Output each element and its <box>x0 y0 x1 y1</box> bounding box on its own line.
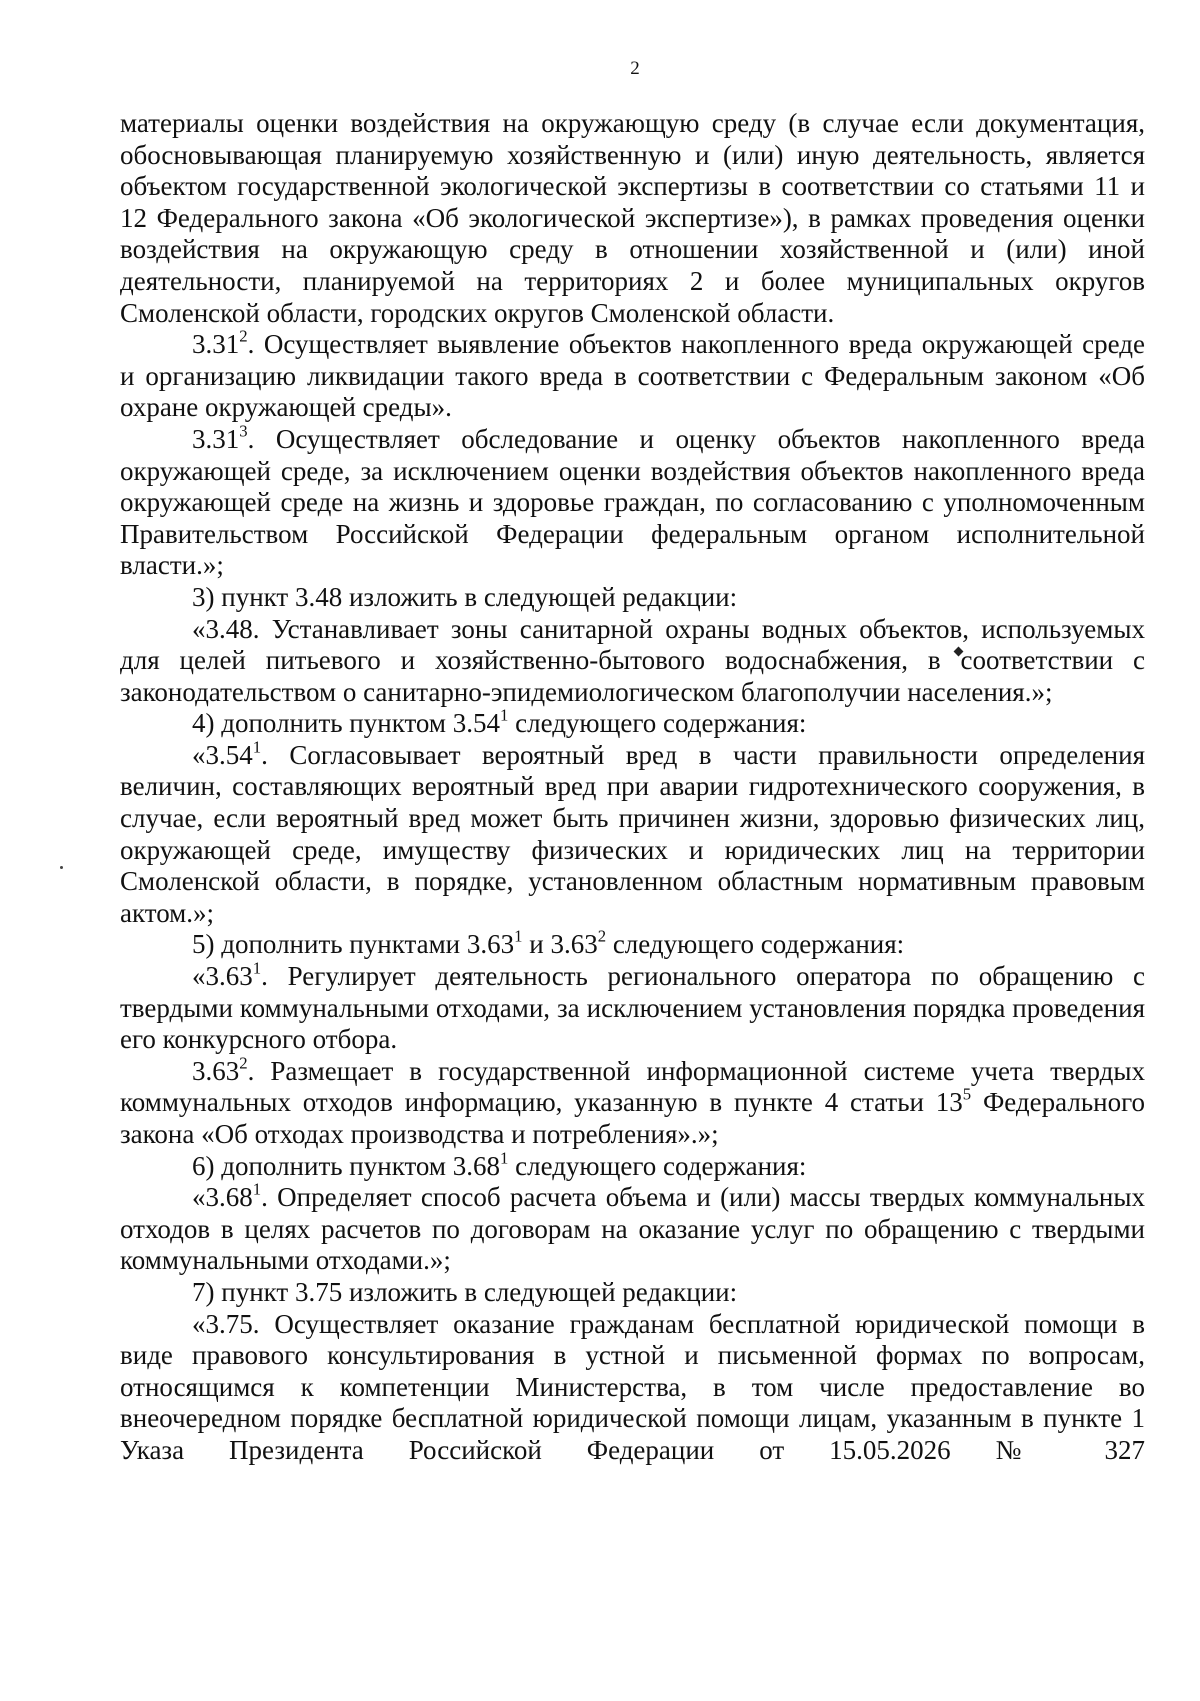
paragraph-3-75: «3.75. Осуществляет оказание гражданам бесплатной юридической помощи в виде правового консультирования в устной и письменной формах по вопросам, относящимся к компетенции Министерства, в том числе предоставление во внеочередном порядке бесплатной юридической помощи лицам, указанным в пункте 1 Указа Президента Российской Федерации от 15.05.2026 № 327 <box>120 1308 1145 1465</box>
paragraph-3-31-2: 3.31$^2$. Осуществляет выявление объектов накопленного вреда окружающей среде и организацию ликвидации такого вреда в соответствии с Федеральным законом «Об охране окружающей среды». <box>120 326 1145 423</box>
paragraph-eia-materials: материалы оценки воздействия на окружающую среду (в случае если документация, обосновывающая планируемую хозяйственную и (или) иную деятельность, является объектом государственной экологической экспертизы в соответствии со статьями 11 и 12 Федерального закона «Об экологической экспертизе»), в рамках проведения оценки воздействия на окружающую среду в отношении хозяйственной и (или) иной деятельности, планируемой на территориях 2 и более муниципальных округов Смоленской области, городских округов Смоленской области. <box>120 108 1145 328</box>
paragraph-item-5: 5) дополнить пунктами 3.63$^1$ и 3.63$^2$ следующего содержания: <box>192 926 905 960</box>
paragraph-3-31-3: 3.31$^3$. Осуществляет обследование и оценку объектов накопленного вреда окружающей среде, за исключением оценки воздействия объектов накопленного вреда окружающей среде на жизнь и здоровье граждан, по согласованию с уполномоченным Правительством Российской Федерации федеральным органом исполнительной власти.»; <box>120 421 1145 581</box>
paragraph-item-7: 7) пункт 3.75 изложить в следующей редакции: <box>192 1276 738 1307</box>
paragraph-3-68-1: «3.68$^1$. Определяет способ расчета объема и (или) массы твердых коммунальных отходов в целях расчетов по договорам на оказание услуг по обращению с твердыми коммунальными отходами.»; <box>120 1179 1145 1276</box>
document-body <box>120 108 1145 1467</box>
scan-speck <box>60 866 63 869</box>
paragraph-item-3: 3) пункт 3.48 изложить в следующей редакции: <box>192 581 738 612</box>
paragraph-3-54-1: «3.54$^1$. Согласовывает вероятный вред в части правильности определения величин, составляющих вероятный вред при аварии гидротехнического сооружения, в случае, если вероятный вред может быть причинен жизни, здоровью физических лиц, окружающей среде, имуществу физических и юридических лиц на территории Смоленской области, в порядке, установленном областным нормативным правовым актом.»; <box>120 737 1145 928</box>
paragraph-3-63-1: «3.63$^1$. Регулирует деятельность регионального оператора по обращению с твердыми коммунальными отходами, за исключением установления порядка проведения его конкурсного отбора. <box>120 958 1145 1055</box>
paragraph-3-48: «3.48. Устанавливает зоны санитарной охраны водных объектов, используемых для целей питьевого и хозяйственно-бытового водоснабжения, в соответствии с законодательством о санитарно-эпидемиологическом благополучии населения.»; <box>120 613 1145 707</box>
paragraph-item-4: 4) дополнить пунктом 3.54$^1$ следующего содержания: <box>192 705 807 739</box>
paragraph-item-6: 6) дополнить пунктом 3.68$^1$ следующего содержания: <box>192 1147 807 1181</box>
page-number: 2 <box>630 58 640 79</box>
paragraph-3-63-2: 3.63$^2$. Размещает в государственной информационной системе учета твердых коммунальных отходов информацию, указанную в пункте 4 статьи $13^5$ Федерального закона «Об отходах производства и потребления».»; <box>120 1053 1146 1149</box>
